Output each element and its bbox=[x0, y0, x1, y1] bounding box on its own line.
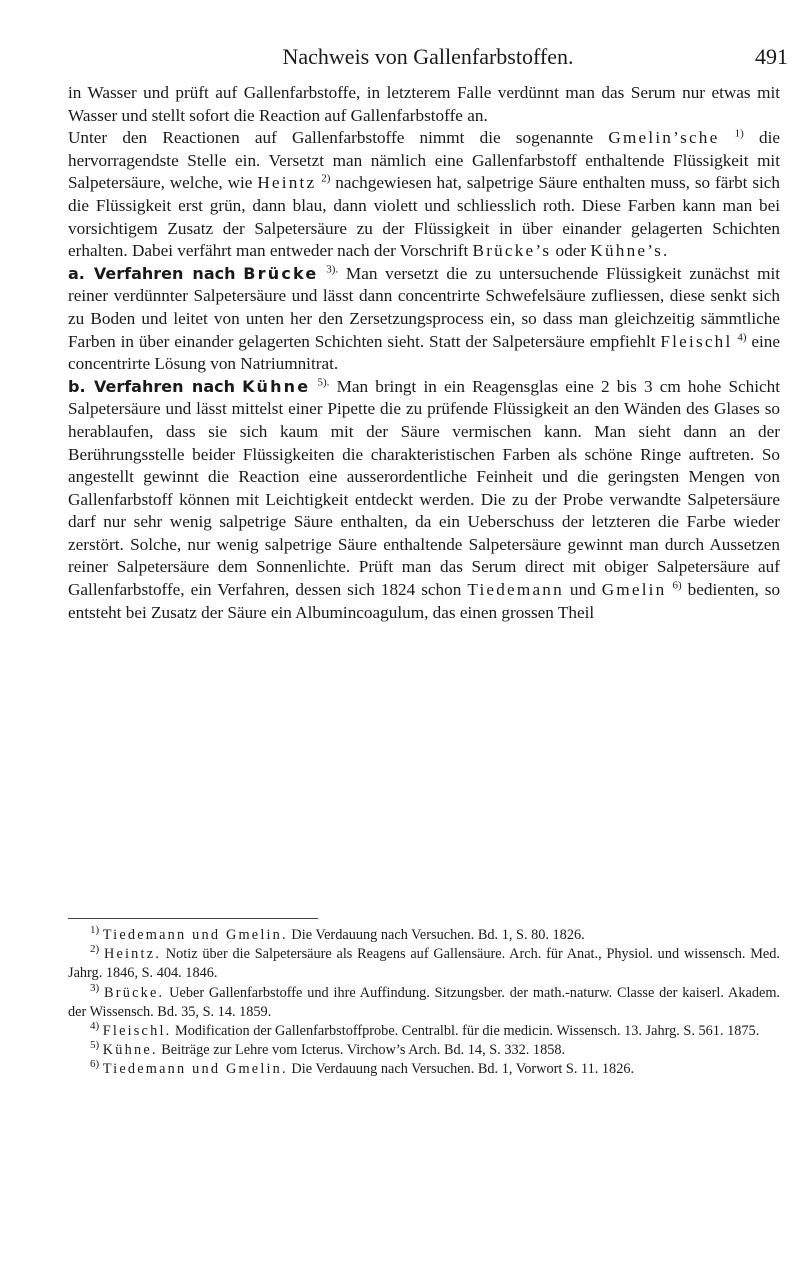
footnote-mark: 2) bbox=[90, 943, 100, 956]
footnote bbox=[68, 1060, 780, 1079]
author-name: Kühne’s. bbox=[590, 241, 670, 261]
footnote-ref[interactable]: 1) bbox=[734, 127, 744, 140]
footnote-divider bbox=[68, 918, 318, 919]
text-run: bedienten, so entsteht bei Zusatz der Säure ein Albumincoagulum, das einen grossen Theil bbox=[68, 580, 781, 622]
text-run: eine concentrirte Lösung von Natriumnitrat. bbox=[68, 331, 780, 374]
footnote-mark: 5) bbox=[90, 1039, 100, 1052]
footnote bbox=[68, 926, 780, 945]
paragraph-3 bbox=[68, 263, 780, 376]
text-run: und bbox=[569, 580, 596, 600]
footnote bbox=[68, 945, 780, 983]
footnote-text: Notiz über die Salpetersäure als Reagens auf Gallensäure. Arch. für Anat., Physiol. und wissensch. Med. Jahrg. 1846, S. 404. 1846. bbox=[68, 946, 780, 982]
footnote bbox=[68, 1041, 780, 1060]
text-run: Man versetzt die zu untersuchende Flüssigkeit zunächst mit reiner verdünnter Salpetersäure und lässt dann concentrirte Schwefelsäure zufliessen, diese senkt sich zu Boden und leitet von unten her den Zersetzungsprocess ein, so dass man gleichzeitig sämmtliche Farben in über einander gelagerten Schichten sieht. Statt der Salpetersäure empfiehlt bbox=[68, 263, 781, 351]
footnote-mark: 6) bbox=[90, 1058, 100, 1071]
author-name: Fleischl bbox=[660, 331, 733, 351]
author-name: Brücke’s bbox=[472, 241, 552, 261]
paragraph-4 bbox=[68, 376, 780, 625]
footnote-author: Brücke. bbox=[104, 984, 165, 1001]
footnote-mark: 4) bbox=[90, 1020, 100, 1033]
running-header bbox=[68, 44, 788, 74]
author-name: Tiedemann bbox=[467, 580, 564, 600]
section-heading-name: Brücke bbox=[243, 263, 319, 283]
footnote-author: Kühne. bbox=[102, 1042, 158, 1059]
footnote-text: Die Verdauung nach Versuchen. Bd. 1, Vorwort S. 11. 1826. bbox=[291, 1061, 635, 1078]
text-run: Man bringt in ein Reagensglas eine 2 bis 3 cm hohe Schicht Salpetersäure und lässt mittelst einer Pipette die zu prüfende Flüssigkeit an den Wänden des Glases so herablaufen, dass sie sich kaum mit der Säure vermischen kann. Man sieht dann an der Berührungsstelle beider Flüssigkeiten die charakteristischen Farben als schöne Ringe auftreten. So angestellt gewinnt die Reaction eine ausserordentliche Feinheit und die geringsten Mengen von Gallenfarbstoff können mit Leichtigkeit entdeckt werden. Die zu der Probe verwandte Salpetersäure darf nur sehr wenig salpetrige Säure enthalten, da ein Ueberschuss der letzteren die Farbe wieder zerstört. Solche, nur wenig salpetrige Säure enthaltende Salpetersäure gewinnt man durch Aussetzen reiner Salpetersäure dem Sonnenlichte. Prüft man das Serum direct mit obiger Salpetersäure auf Gallenfarbstoffe, ein Verfahren, dessen sich 1824 schon bbox=[68, 376, 781, 600]
footnote bbox=[68, 981, 781, 1022]
paragraph-2 bbox=[68, 127, 780, 263]
footnote-mark: 1) bbox=[90, 924, 100, 937]
page-number: 491 bbox=[755, 44, 788, 69]
footnote-author: Fleischl. bbox=[102, 1023, 172, 1040]
footnotes bbox=[68, 926, 780, 1080]
footnote-ref[interactable]: 4) bbox=[737, 330, 747, 343]
text-run: nachgewiesen hat, salpetrige Säure enthalten muss, so färbt sich die Flüssigkeit erst grün, dann blau, dann violett und schliesslich roth. Diese Farben kann man bei vorsichtigem Zusatz der Salpetersäure zu der Flüssigkeit in über einander gelagerten Schichten erhalten. Dabei verfährt man entweder nach der Vorschrift bbox=[68, 173, 781, 261]
section-heading-name: Kühne bbox=[242, 376, 311, 396]
footnote-author: Tiedemann und Gmelin. bbox=[102, 927, 288, 943]
paragraph-1: in Wasser und prüft auf Gallenfarbstoffe, in letzterem Falle verdünnt man das Serum nur etwas mit Wasser und stellt sofort die Reaction auf Gallenfarbstoffe an. bbox=[68, 83, 780, 125]
section-heading: a. Verfahren nach bbox=[68, 263, 236, 283]
author-name: Heintz bbox=[257, 173, 317, 193]
footnote-author: Heintz. bbox=[103, 946, 162, 963]
footnote bbox=[68, 1022, 780, 1041]
page-title: Nachweis von Gallenfarbstoffen. bbox=[282, 44, 574, 69]
footnote-text: Die Verdauung nach Versuchen. Bd. 1, S. 80. 1826. bbox=[291, 927, 585, 943]
text-run: die hervorragendste Stelle ein. Versetzt man nämlich eine Gallenfarbstoff enthaltende Flüssigkeit mit Salpetersäure, welche, wie bbox=[68, 128, 780, 193]
footnote-author: Tiedemann und Gmelin. bbox=[102, 1061, 288, 1078]
footnote-mark: 3) bbox=[90, 981, 100, 994]
footnote-ref[interactable]: 3). bbox=[326, 263, 339, 276]
author-name: Gmelin bbox=[601, 580, 667, 600]
footnote-text: Ueber Gallenfarbstoffe und ihre Auffindung. Sitzungsber. der math.-naturw. Classe der kaiserl. Akadem. der Wissensch. Bd. 35, S. 14. 1859. bbox=[68, 984, 781, 1020]
main-text bbox=[68, 82, 780, 624]
footnote-ref[interactable]: 6) bbox=[672, 579, 682, 592]
footnote-ref[interactable]: 2) bbox=[321, 172, 331, 185]
text-run: Unter den Reactionen auf Gallenfarbstoffe nimmt die sogenannte bbox=[68, 128, 594, 148]
author-name: Gmelin’sche bbox=[608, 128, 720, 148]
footnote-ref[interactable]: 5). bbox=[317, 375, 330, 388]
footnote-text: Beiträge zur Lehre vom Icterus. Virchow’s Arch. Bd. 14, S. 332. 1858. bbox=[161, 1042, 566, 1059]
text-run: oder bbox=[555, 241, 587, 261]
section-heading: b. Verfahren nach bbox=[68, 376, 235, 396]
footnote-text: Modification der Gallenfarbstoffprobe. Centralbl. für die medicin. Wissensch. 13. Jahrg. S. 561. 1875. bbox=[174, 1023, 760, 1040]
